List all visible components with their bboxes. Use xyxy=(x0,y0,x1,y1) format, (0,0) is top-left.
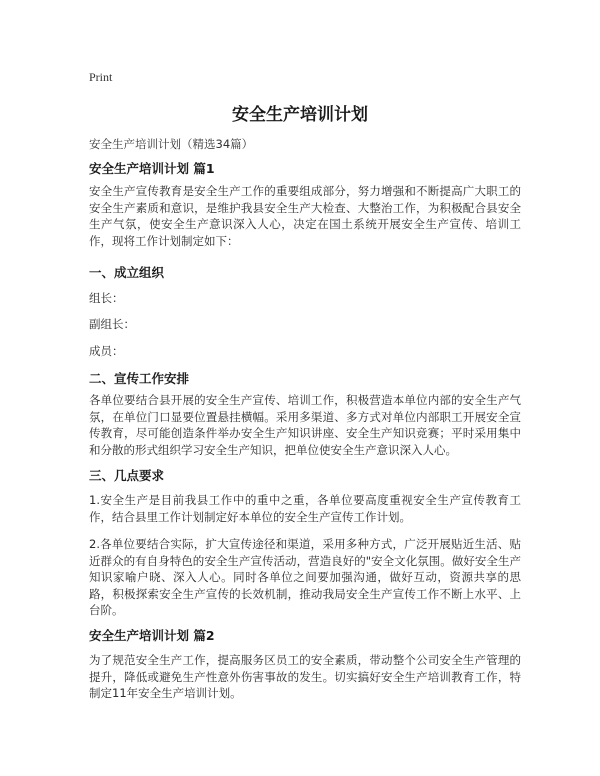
requirement-2-paragraph: 2.各单位要结合实际，扩大宣传途径和渠道，采用多种方式，广泛开展贴近生活、贴近群众的有自身特色的安全生产宣传活动，营造良好的"安全文化氛围。做好安全生产知识家喻户晓、深入人心。同时各单位之间要加强沟通，做好互动，资源共享的思路，积极探索安全生产宣传的长效机制，推动我局安全生产宣传工作不断上水平、上台阶。 xyxy=(89,537,521,617)
requirement-1-paragraph: 1.安全生产是目前我县工作中的重中之重，各单位要高度重视安全生产宣传教育工作，结合县里工作计划制定好本单位的安全生产宣传工作计划。 xyxy=(89,493,521,524)
page-title: 安全生产培训计划 xyxy=(232,105,368,125)
publicity-paragraph: 各单位要结合县开展的安全生产宣传、培训工作，积极营造本单位内部的安全生产气氛，在单位门口显要位置悬挂横幅。采用多渠道、多方式对单位内部职工开展安全宣传教育，尽可能创造条件举办安全生产知识讲座、安全生产知识竞赛；平时采用集中和分散的形式组织学习安全生产知识，把单位使安全生产意识深入人心。 xyxy=(89,393,521,457)
requirements-heading: 三、几点要求 xyxy=(89,468,165,483)
print-label[interactable]: Print xyxy=(89,70,113,84)
section2-intro-paragraph: 为了规范安全生产工作，提高服务区员工的安全素质，带动整个公司安全生产管理的提升，降低或避免生产性意外伤害事故的发生。切实搞好安全生产培训教育工作，特制定11年安全生产培训计划。 xyxy=(89,653,521,700)
section2-heading: 安全生产培训计划 篇2 xyxy=(89,628,215,643)
section1-heading: 安全生产培训计划 篇1 xyxy=(89,161,215,176)
document-subtitle: 安全生产培训计划（精选34篇） xyxy=(89,137,254,151)
publicity-heading: 二、宣传工作安排 xyxy=(89,371,190,386)
section1-intro-paragraph: 安全生产宣传教育是安全生产工作的重要组成部分，努力增强和不断提高广大职工的安全生产素质和意识，是维护我县安全生产大检查、大整治工作，为积极配合县安全生产气氛，使安全生产意识深入人心，决定在国土系统开展安全生产宣传、培训工作，现将工作计划制定如下： xyxy=(89,184,521,248)
leader-field: 组长： xyxy=(89,291,124,305)
org-heading: 一、成立组织 xyxy=(89,265,165,280)
members-field: 成员： xyxy=(89,344,124,358)
deputy-field: 副组长： xyxy=(89,317,135,331)
